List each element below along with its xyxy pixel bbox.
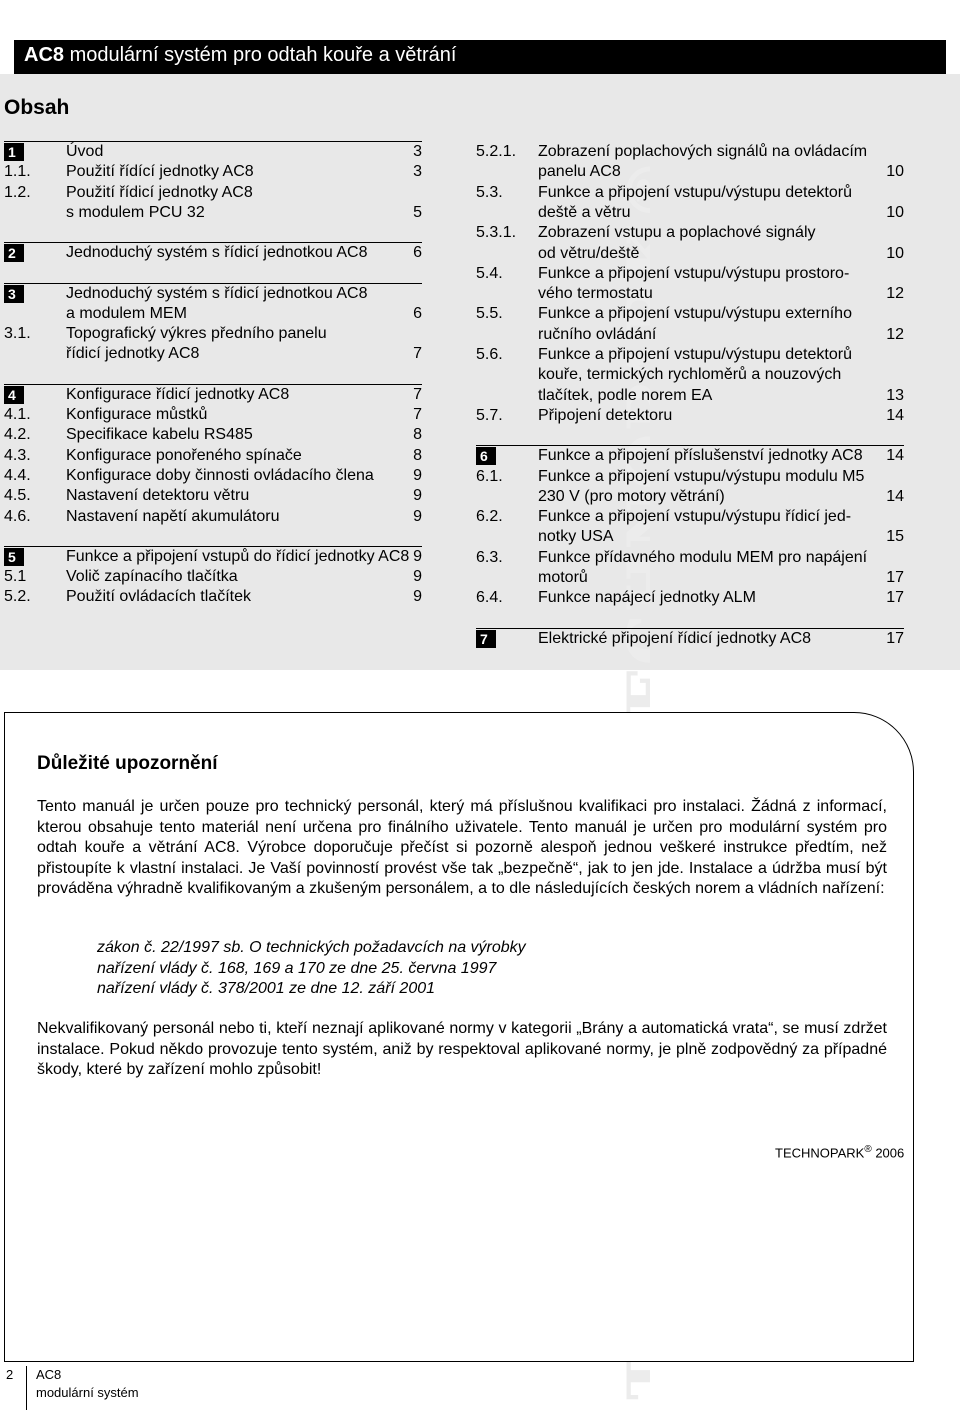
toc-entry-number: 5.1 [4,568,27,586]
footer-product: AC8 [36,1367,62,1382]
toc-entry-title: Jednoduchý systém s řídicí jednotkou AC8 [66,244,368,262]
toc-entry-page: 6 [413,304,422,322]
toc-entry-title: deště a větru [538,203,631,221]
toc-entry-title: Úvod [66,143,104,160]
notice-title: Důležité upozornění [37,753,218,774]
toc-entry-title: od větru/deště [538,244,640,262]
toc-entry-title: Konfigurace řídicí jednotky AC8 [66,385,290,403]
toc-entry-number: 4.4. [4,466,31,484]
toc-entry[interactable] [476,304,904,324]
toc-entry[interactable] [4,425,422,445]
toc-entry-title: notky USA [538,528,614,546]
toc-entry-number: 5.7. [476,406,503,424]
title-subtitle: modulární systém pro odtah kouře a větrání [64,44,457,66]
toc-entry-page: 15 [886,528,904,546]
toc-entry-title: Elektrické připojení řídicí jednotky AC8 [538,629,812,647]
law-item: nařízení vlády č. 378/2001 ze dne 12. září 2001 [97,980,436,997]
page-header [0,0,960,74]
toc-entry-page: 9 [413,568,422,586]
toc-entry[interactable] [4,587,422,607]
toc-entry-title: Specifikace kabelu RS485 [66,426,253,444]
section-number-badge: 2 [4,244,24,262]
toc-entry-title: Konfigurace můstků [66,406,208,423]
toc-entry[interactable] [476,264,904,284]
toc-entry-title: Funkce napájecí jednotky ALM [538,589,756,607]
important-notice-box [4,712,914,1362]
toc-section-entry[interactable] [4,547,422,567]
toc-entry-page: 3 [413,163,422,181]
toc-entry[interactable] [476,406,904,426]
toc-entry[interactable] [476,162,904,182]
toc-entry[interactable] [476,568,904,588]
toc-entry[interactable] [4,344,422,364]
law-item: nařízení vlády č. 168, 169 a 170 ze dne 25. června 1997 [97,959,497,977]
toc-entry-title: Funkce a připojení vstupu/výstupu detektorů [538,346,852,363]
toc-entry[interactable] [476,588,904,608]
toc-entry-number: 5.4. [476,264,503,282]
toc-entry-page: 10 [886,203,904,221]
toc-entry-page: 17 [886,589,904,607]
toc-entry[interactable] [4,446,422,466]
toc-entry-number: 4.6. [4,507,31,525]
section-number-badge: 4 [4,386,24,404]
toc-entry[interactable] [4,304,422,324]
toc-entry-title: Zobrazení vstupu a poplachové signály [538,224,816,242]
footer-label [36,1366,139,1402]
toc-section-entry[interactable] [4,385,422,405]
toc-entry[interactable] [4,567,422,587]
toc-entry[interactable] [4,507,422,527]
toc-entry-number: 1.1. [4,163,31,181]
toc-entry-number: 5.3. [476,183,503,201]
toc-entry[interactable] [476,203,904,223]
toc-entry-number: 5.6. [476,346,503,363]
toc-entry[interactable] [476,467,904,487]
toc-entry-title: Funkce přídavného modulu MEM pro napájení [538,548,868,566]
toc-entry-page: 14 [886,447,904,465]
toc-entry-title: Použití ovládacích tlačítek [66,588,251,606]
section-number-badge: 1 [4,143,24,161]
toc-entry-number: 6.4. [476,589,503,607]
page-number: 2 [6,1367,14,1382]
section-number-badge: 3 [4,285,24,303]
toc-entry-page: 10 [886,163,904,181]
toc-entry[interactable] [476,386,904,406]
toc-entry-title: Použití řídicí jednotky AC8 [66,183,253,201]
toc-entry-number: 6.2. [476,508,503,526]
toc-entry[interactable] [4,324,422,344]
toc-entry-page: 3 [413,143,422,160]
toc-entry-title: Nastavení detektoru větru [66,487,250,505]
toc-entry-title: vého termostatu [538,285,653,303]
toc-entry-title: panelu AC8 [538,163,621,181]
toc-entry[interactable] [476,527,904,547]
toc-entry-title: Zobrazení poplachových signálů na ovládacím [538,143,868,160]
toc-entry-title: Nastavení napětí akumulátoru [66,507,280,525]
toc-entry-title: Funkce a připojení vstupu/výstupu detektorů [538,183,852,201]
toc-entry-title: Připojení detektoru [538,406,673,424]
toc-entry[interactable] [476,507,904,527]
toc-entry-page: 9 [413,507,422,525]
document-title [24,44,456,67]
toc-entry-title: a modulem MEM [66,304,187,322]
footer-subtitle: modulární systém [36,1385,139,1400]
toc-entry-page: 8 [413,446,422,464]
toc-entry-title: tlačítek, podle norem EA [538,386,713,404]
toc-section-entry[interactable] [4,243,422,263]
toc-section-entry[interactable] [4,284,422,304]
toc-entry[interactable] [4,405,422,425]
notice-paragraph-1: Tento manuál je určen pouze pro technický personál, který má příslušnou kvalifikaci pro instalaci. Žádná z informací, kterou obsahuje tento materiál není určena pro finálního uživatele. Tento manuál je určen pro modulární systém pro odtah kouře a větrání AC8. Výrobce doporučuje přečíst si pozorně alespoň jednou veškeré instrukce předtím, než přistoupíte k vlastní instalaci. Je Vaší povinností provést vše tak „bezpečně“, jak to jen jde. Instalace a údržba musí být prováděna výhradně kvalifikovaným a zkušeným personálem, a to dle následujících českých norem a vládních nařízení: [37,798,887,897]
toc-entry[interactable] [476,244,904,264]
toc-entry-page: 17 [886,569,904,586]
toc-entry-page: 9 [413,547,422,565]
section-number-badge: 5 [4,548,24,566]
title-product: AC8 [24,44,65,66]
title-bar [14,40,946,74]
toc-entry-page: 17 [886,629,904,647]
toc-entry[interactable] [476,183,904,203]
toc-entry-number: 5.2. [4,588,31,606]
toc-entry-page: 10 [886,244,904,262]
toc-entry-page: 9 [413,466,422,484]
toc-entry-number: 5.5. [476,305,503,323]
toc-entry-number: 5.2.1. [476,143,517,160]
toc-entry-title: 230 V (pro motory větrání) [538,487,725,505]
toc-entry-page: 8 [413,426,422,444]
toc-entry[interactable] [476,487,904,507]
law-list [97,938,526,1000]
toc-entry-title: Funkce a připojení příslušenství jednotky AC8 [538,447,863,465]
toc-section-entry[interactable] [476,629,904,649]
toc-entry-title: Topografický výkres předního panelu [66,325,327,343]
toc-entry-page: 6 [413,244,422,262]
toc-entry-title: Konfigurace doby činnosti ovládacího člena [66,466,374,484]
toc-entry-title: Funkce a připojení vstupu/výstupu prostoro- [538,264,850,282]
section-number-badge: 6 [476,447,496,465]
toc-entry-page: 9 [413,487,422,505]
toc-entry-title: Funkce a připojení vstupu/výstupu modulu M5 [538,467,865,485]
toc-entry[interactable] [476,548,904,568]
section-number-badge: 7 [476,630,496,648]
toc-heading: Obsah [4,96,70,119]
registered-mark: ® [864,1144,872,1155]
toc-entry-page: 7 [413,345,422,363]
toc-entry-page: 7 [413,406,422,423]
toc-entry[interactable] [476,345,904,365]
toc-entry-title: motorů [538,569,588,586]
toc-entry-page: 12 [886,325,904,343]
toc-entry-title: ručního ovládání [538,325,657,343]
toc-entry-page: 9 [413,588,422,606]
toc-entry-title: Jednoduchý systém s řídicí jednotkou AC8 [66,284,368,302]
toc-entry-title: Použití řídící jednotky AC8 [66,163,254,181]
copyright-line [775,1144,904,1160]
copyright-year: 2006 [871,1145,905,1161]
toc-entry-title: Konfigurace ponořeného spínače [66,446,302,464]
toc-entry-number: 6.3. [476,548,503,566]
toc-entry-number: 4.1. [4,406,31,423]
toc-entry[interactable] [476,325,904,345]
toc-entry-title: Funkce a připojení vstupu/výstupu externího [538,305,852,323]
toc-entry-page: 5 [413,203,422,221]
toc-entry-number: 4.5. [4,487,31,505]
toc-entry-title: s modulem PCU 32 [66,203,205,221]
toc-entry-title: Funkce a připojení vstupů do řídicí jednotky AC8 [66,547,410,565]
footer-divider [26,1366,27,1410]
toc-entry-number: 4.3. [4,446,31,464]
toc-entry[interactable] [476,142,904,162]
toc-entry[interactable] [4,486,422,506]
toc-entry-page: 14 [886,406,904,424]
toc-entry-title: Funkce a připojení vstupu/výstupu řídicí jed- [538,508,852,526]
toc-entry-number: 4.2. [4,426,31,444]
toc-entry[interactable] [4,183,422,203]
copyright-name: TECHNOPARK [775,1145,865,1161]
toc-entry[interactable] [4,466,422,486]
toc-entry-number: 5.3.1. [476,224,517,242]
toc-entry[interactable] [4,203,422,223]
toc-entry-page: 14 [886,487,904,505]
toc-entry-page: 12 [886,285,904,303]
toc-entry[interactable] [476,365,904,385]
toc-entry[interactable] [476,223,904,243]
toc-entry-number: 6.1. [476,467,503,485]
toc-section-entry[interactable] [4,142,422,162]
toc-entry-title: kouře, termických rychloměrů a nouzových [538,366,842,384]
law-item: zákon č. 22/1997 sb. O technických požadavcích na výrobky [97,939,526,956]
toc-entry[interactable] [476,284,904,304]
toc-entry-number: 1.2. [4,183,31,201]
toc-entry[interactable] [4,162,422,182]
toc-entry-page: 13 [886,386,904,404]
toc-entry-title: Volič zapínacího tlačítka [66,568,238,586]
notice-paragraph-2: Nekvalifikovaný personál nebo ti, kteří neznají aplikované normy v kategorii „Brány a automatická vrata“, se musí zdržet instalace. Pokud někdo provozuje tento systém, aniž by respektoval aplikované normy, je plně zodpovědný za případné škody, které by zařízení mohlo způsobit! [37,1020,887,1078]
toc-entry-page: 7 [413,385,422,403]
toc-entry-title: řídicí jednotky AC8 [66,345,200,363]
toc-section-entry[interactable] [476,446,904,466]
toc-entry-number: 3.1. [4,325,31,343]
